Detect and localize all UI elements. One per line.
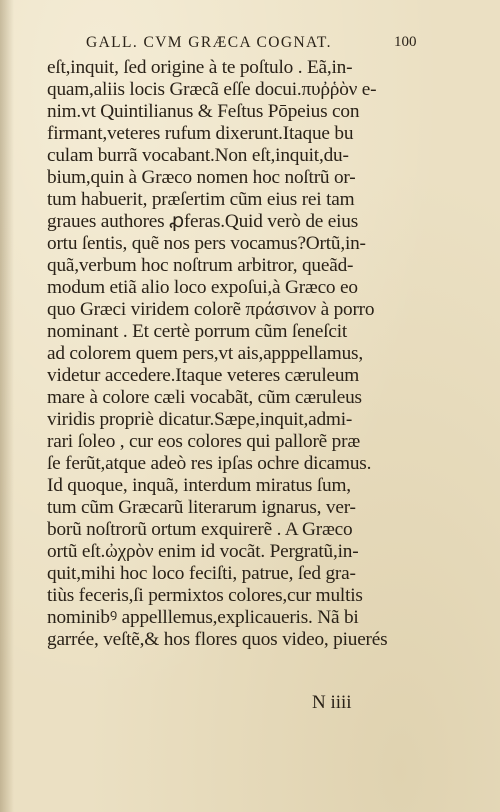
- text-line: videtur accedere.Itaque veteres cæruleum: [47, 365, 360, 386]
- text-line: firmant,veteres rufum dixerunt.Itaque bu: [47, 123, 354, 144]
- signature-mark: N iiii: [312, 692, 352, 713]
- text-line: nominant . Et certè porrum cũm ſeneſcit: [47, 321, 348, 342]
- text-line: graues authores ꝓferas.Quid verò de eius: [47, 211, 359, 232]
- text-line: borũ noſtrorũ ortum exquirerẽ . A Græco: [47, 519, 353, 540]
- text-line: nominibꝰ appelllemus,explicaueris. Nã bi: [47, 607, 359, 628]
- text-line: eſt,inquit, ſed origine à te poſtulo . Eã,in-: [47, 57, 353, 78]
- text-line: culam burrã vocabant.Non eſt,inquit,du-: [47, 145, 349, 166]
- text-line: ortu ſentis, quẽ nos pers vocamus?Ortũ,in-: [47, 233, 366, 254]
- text-line: modum etiã alio loco expoſui,à Græco eo: [47, 277, 358, 298]
- text-line: tum cũm Græcarũ literarum ignarus, ver-: [47, 497, 356, 518]
- text-line: ſe ferũt,atque adeò res ipſas ochre dicamus.: [47, 453, 372, 474]
- text-line: Id quoque, inquã, interdum miratus ſum,: [47, 475, 351, 496]
- folio-number: 100: [394, 34, 417, 50]
- text-line: bium,quin à Græco nomen hoc noſtrũ or-: [47, 167, 356, 188]
- text-block: [47, 57, 427, 651]
- text-line: quit,mihi hoc loco feciſti, patrue, ſed gra-: [47, 563, 356, 584]
- text-line: quã,verbum hoc noſtrum arbitror, queãd-: [47, 255, 354, 276]
- text-line: tum habuerit, præſertim cũm eius rei tam: [47, 189, 355, 210]
- text-line: viridis propriè dicatur.Sæpe,inquit,admi-: [47, 409, 353, 430]
- text-line: quam,aliis locis Græcã eſſe docui.πυῤῥὸν e-: [47, 79, 377, 100]
- running-head: GALL. CVM GRÆCA COGNAT.: [86, 34, 332, 51]
- text-line: nim.vt Quintilianus & Feſtus Pōpeius con: [47, 101, 360, 122]
- text-line: tiùs feceris,ſi permixtos colores,cur multis: [47, 585, 363, 606]
- text-line: mare à colore cæli vocabãt, cũm cæruleus: [47, 387, 362, 408]
- text-line: garrée, veſtẽ,& hos flores quos video, piuerés: [47, 629, 388, 650]
- text-line: rari ſoleo , cur eos colores qui pallorẽ præ: [47, 431, 360, 452]
- text-line: quo Græci viridem colorẽ πράσινον à porro: [47, 299, 375, 320]
- page-gutter-shadow: [0, 0, 14, 812]
- text-line: ortũ eſt.ὠχρὸν enim id vocãt. Pergratũ,in-: [47, 541, 359, 562]
- text-line: ad colorem quem pers,vt ais,apppellamus,: [47, 343, 363, 364]
